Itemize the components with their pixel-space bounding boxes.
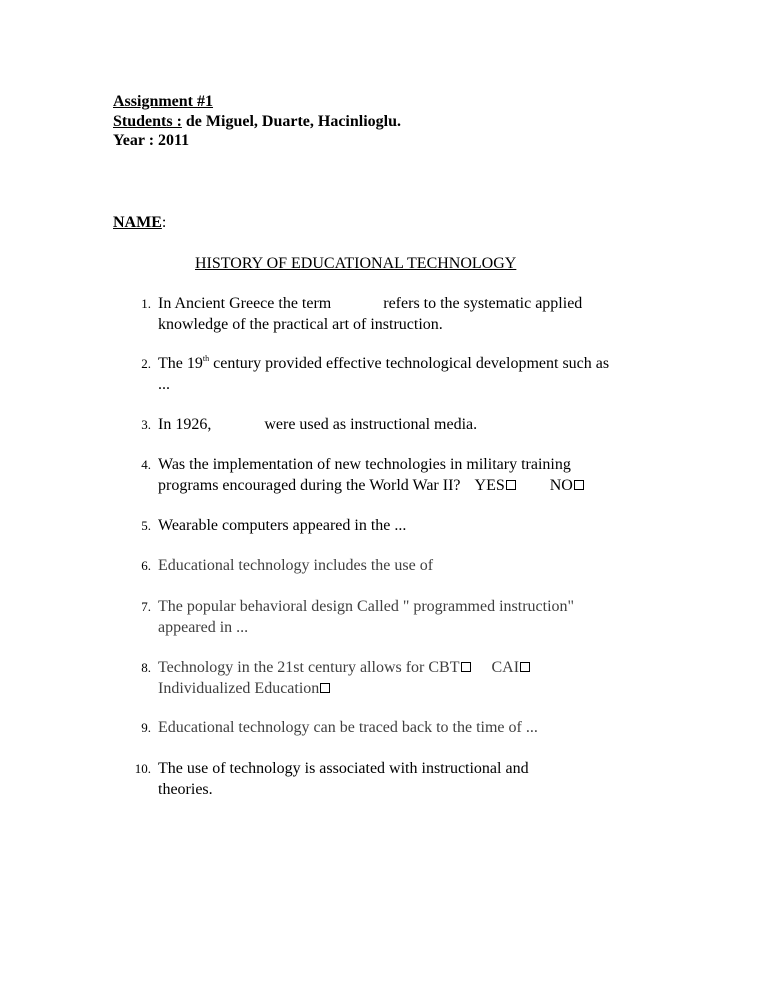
no-label: NO: [549, 477, 573, 494]
question-text: Educational technology includes the use of: [158, 557, 434, 574]
question-number: 7.: [141, 599, 151, 614]
question-text: Wearable computers appeared in the ...: [158, 517, 407, 534]
question-number: 2.: [141, 356, 151, 371]
assignment-header: [113, 92, 401, 151]
cbt-checkbox[interactable]: [461, 662, 471, 672]
question-text: Was the implementation of new technologies in military training: [158, 456, 571, 473]
question-number: 10.: [134, 761, 151, 776]
question-text: In Ancient Greece the term: [158, 295, 332, 312]
individualized-checkbox[interactable]: [320, 683, 330, 693]
year-line: Year : 2011: [113, 132, 190, 149]
name-field: [113, 213, 166, 232]
yes-label: YES: [474, 477, 505, 494]
question-text-cont: century provided effective technological development such as: [209, 355, 610, 372]
question-text: In 1926,: [158, 416, 212, 433]
individualized-label: Individualized Education: [158, 680, 320, 697]
question-text: Technology in the 21st century allows for: [158, 659, 425, 676]
page-title: HISTORY OF EDUCATIONAL TECHNOLOGY: [195, 255, 517, 272]
question-text-cont: were used as instructional media.: [264, 416, 478, 433]
question-text-cont: refers to the systematic applied: [383, 295, 583, 312]
question-number: 9.: [141, 720, 151, 735]
question-text: The popular behavioral design Called " programmed instruction": [158, 598, 575, 615]
question-text: The 19: [158, 355, 203, 372]
assignment-title: Assignment #1: [113, 93, 214, 110]
question-number: 3.: [141, 417, 151, 432]
question-text-line2: appeared in ...: [158, 619, 249, 636]
question-number: 4.: [141, 457, 151, 472]
question-text-line2: knowledge of the practical art of instruction.: [158, 316, 443, 333]
question-number: 6.: [141, 558, 151, 573]
question-text-line2: theories.: [158, 781, 213, 798]
ordinal-suffix: th: [202, 354, 210, 363]
question-number: 5.: [141, 518, 151, 533]
cbt-label: CBT: [428, 659, 460, 676]
students-names: de Miguel, Duarte, Hacinlioglu.: [181, 112, 402, 130]
name-colon: :: [161, 214, 167, 231]
question-number: 1.: [141, 296, 151, 311]
cai-checkbox[interactable]: [520, 662, 530, 672]
question-text: The use of technology is associated with instructional and: [158, 760, 529, 777]
question-number: 8.: [141, 660, 151, 675]
name-label: NAME: [113, 214, 162, 231]
question-text-line2: ...: [158, 376, 170, 393]
question-text-line2: programs encouraged during the World War II?: [158, 477, 461, 494]
cai-label: CAI: [491, 659, 520, 676]
question-text: Educational technology can be traced back to the time of ...: [158, 719, 538, 736]
yes-checkbox[interactable]: [506, 480, 516, 490]
students-label: Students :: [113, 112, 182, 130]
no-checkbox[interactable]: [574, 480, 584, 490]
